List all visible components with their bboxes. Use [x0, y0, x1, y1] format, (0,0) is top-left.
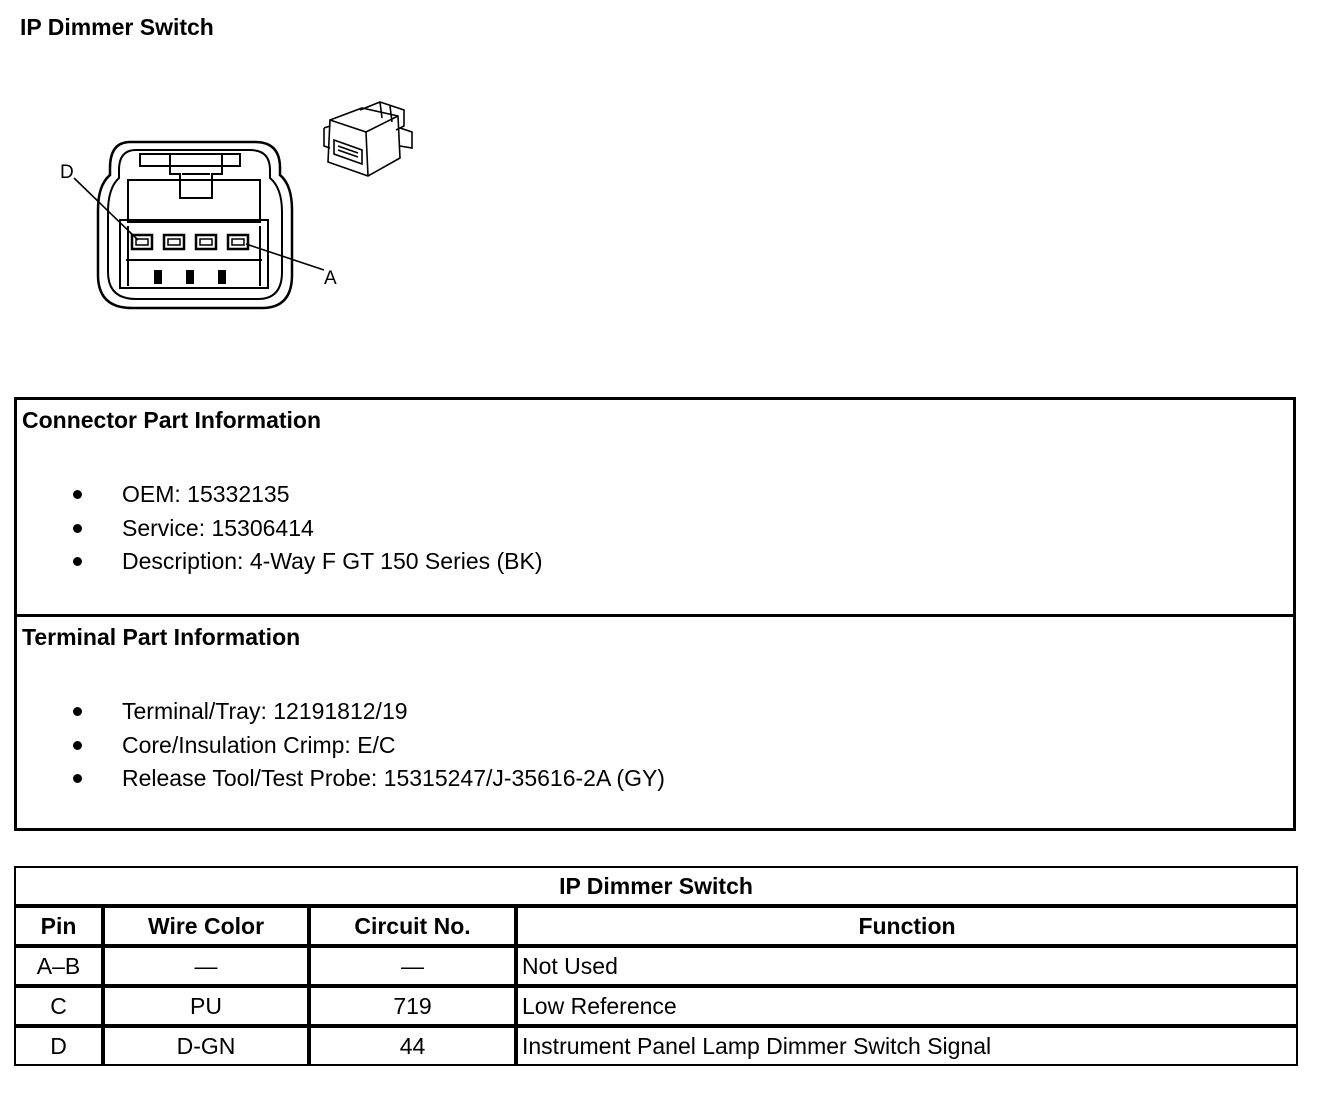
- pin-cell: D: [15, 1026, 103, 1065]
- list-item: Service: 15306414: [69, 512, 543, 546]
- wire-color-cell: PU: [103, 986, 309, 1026]
- table-row: [15, 946, 1297, 986]
- connector-latch: [170, 154, 222, 198]
- table-row: [15, 1026, 1297, 1065]
- pin-cavities: [132, 235, 248, 249]
- function-cell: Instrument Panel Lamp Dimmer Switch Signal: [516, 1026, 1297, 1065]
- pin-cell: C: [15, 986, 103, 1026]
- list-item: Release Tool/Test Probe: 15315247/J-35616-2A (GY): [69, 762, 665, 796]
- bullet-icon: [73, 774, 82, 783]
- pin-label-d: D: [60, 162, 74, 183]
- list-item: Description: 4-Way F GT 150 Series (BK): [69, 545, 543, 579]
- leader-line-a: [246, 244, 324, 270]
- circuit-cell: —: [309, 946, 516, 986]
- page-title: IP Dimmer Switch: [20, 14, 214, 40]
- connector-diagram: [40, 90, 460, 320]
- table-header-row: [15, 906, 1297, 946]
- wire-color-cell: —: [103, 946, 309, 986]
- table-title-row: [15, 867, 1297, 906]
- bullet-icon: [73, 524, 82, 533]
- column-header: Pin: [15, 906, 103, 946]
- bullet-icon: [73, 557, 82, 566]
- circuit-cell: 719: [309, 986, 516, 1026]
- column-header: Circuit No.: [309, 906, 516, 946]
- list-item: Core/Insulation Crimp: E/C: [69, 729, 665, 763]
- function-cell: Not Used: [516, 946, 1297, 986]
- table-row: [15, 986, 1297, 1026]
- table-title: IP Dimmer Switch: [15, 867, 1297, 906]
- section-heading: Terminal Part Information: [22, 624, 301, 650]
- circuit-cell: 44: [309, 1026, 516, 1065]
- connector-thumbnail: [324, 102, 412, 176]
- column-header: Function: [516, 906, 1297, 946]
- column-header: Wire Color: [103, 906, 309, 946]
- pin-label-a: A: [324, 268, 337, 289]
- cavity-b: [196, 235, 216, 249]
- list-item: Terminal/Tray: 12191812/19: [69, 695, 665, 729]
- pin-cell: A–B: [15, 946, 103, 986]
- pinout-table: [14, 866, 1298, 1066]
- bullet-icon: [73, 707, 82, 716]
- terminal-part-information: [17, 617, 1293, 828]
- bullet-icon: [73, 490, 82, 499]
- part-information-box: [14, 397, 1296, 831]
- connector-part-information: [17, 400, 1293, 617]
- cavity-a: [228, 235, 248, 249]
- list-item: OEM: 15332135: [69, 478, 543, 512]
- terminal-info-list: [69, 695, 665, 796]
- function-cell: Low Reference: [516, 986, 1297, 1026]
- connector-info-list: [69, 478, 543, 579]
- cavity-c: [164, 235, 184, 249]
- wire-color-cell: D-GN: [103, 1026, 309, 1065]
- section-heading: Connector Part Information: [22, 407, 322, 433]
- bullet-icon: [73, 741, 82, 750]
